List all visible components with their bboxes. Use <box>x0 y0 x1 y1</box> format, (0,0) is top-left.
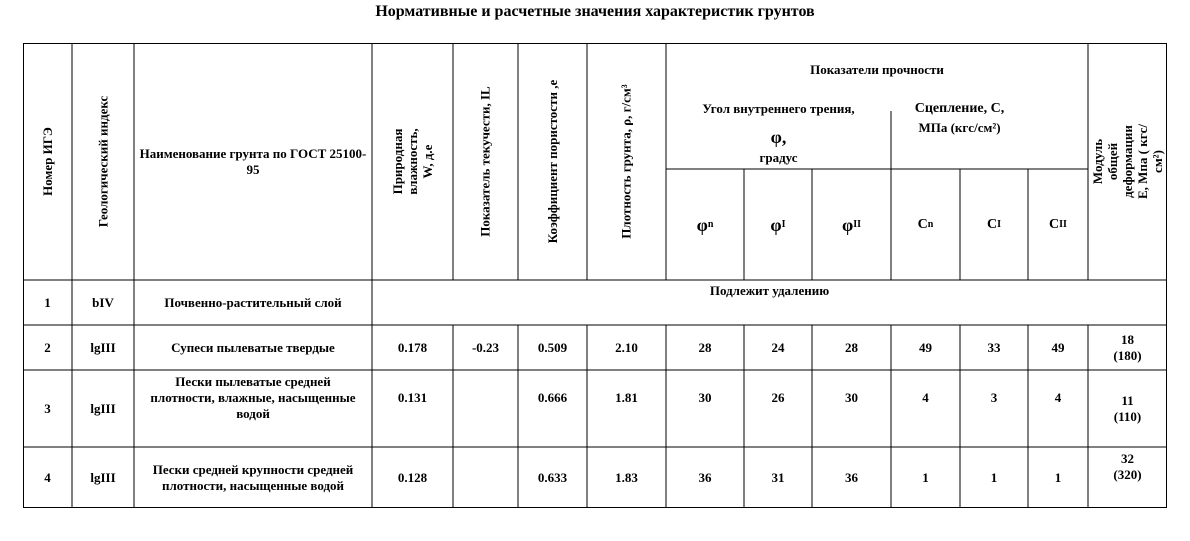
row2-geo: lgIII <box>90 339 116 355</box>
row3-e: 0.666 <box>537 390 568 405</box>
header-friction-unit: градус <box>759 150 798 165</box>
row4-phi-2: 36 <box>845 469 858 485</box>
header-porosity: Коэффициент пористости ,е <box>545 79 561 244</box>
row3-il <box>453 370 518 426</box>
row4-c-n: 1 <box>922 469 929 485</box>
header-cohesion-unit: МПа (кгс/см²) <box>918 120 1001 135</box>
row3-name: Пески пылеватые средней плотности, влажные, насыщенные водой <box>150 374 356 421</box>
header-ige: Номер ИГЭ <box>40 127 56 196</box>
header-c-n: C n <box>917 216 934 232</box>
row3-c-2: 4 <box>1054 390 1062 405</box>
row2-c-2: 49 <box>1051 339 1065 355</box>
page-title: Нормативные и расчетные значения характеристик грунтов <box>375 3 815 20</box>
row3-c-1: 3 <box>990 390 998 405</box>
header-liquidity: Показатель текучести, IL <box>478 86 493 237</box>
row1-name: Почвенно-растительный слой <box>164 294 342 310</box>
row4-c-2: 1 <box>1054 469 1062 485</box>
row2-phi-1: 24 <box>771 339 785 355</box>
row2-rho: 2.10 <box>615 339 638 355</box>
row3-phi-n: 30 <box>698 390 712 405</box>
header-modulus: Модуль общей деформации Е, Мпа ( кгс/см²) <box>1090 123 1165 200</box>
header-phi-n: φ n <box>696 214 714 235</box>
header-density: Плотность грунта, ρ, г/см³ <box>619 84 635 239</box>
row1-geo: bIV <box>92 294 114 310</box>
row3-rho: 1.81 <box>615 390 638 405</box>
header-geo-index: Геологический индекс <box>95 95 111 228</box>
row2-ige: 2 <box>44 339 51 355</box>
row3-w: 0.131 <box>397 390 428 405</box>
soil-properties-table <box>23 43 1167 508</box>
header-phi-2: φ II <box>841 214 862 235</box>
header-cohesion-label: Сцепление, С, <box>914 101 1005 116</box>
row4-w: 0.128 <box>397 469 428 485</box>
header-moisture: Природная влажность, W, д.е <box>390 128 435 195</box>
row4-geo: lgIII <box>90 469 116 485</box>
header-strength: Показатели прочности <box>810 62 944 77</box>
row2-il: -0.23 <box>471 339 500 355</box>
row3-phi-2: 30 <box>845 390 858 405</box>
row2-phi-n: 28 <box>698 339 712 355</box>
row4-rho: 1.83 <box>615 469 638 485</box>
row4-il <box>453 447 518 508</box>
row4-modulus: 32 (320) <box>1113 451 1142 482</box>
row2-phi-2: 28 <box>845 339 858 355</box>
row4-phi-1: 31 <box>771 469 785 485</box>
row3-ige: 3 <box>44 400 51 416</box>
row3-c-n: 4 <box>922 390 929 405</box>
header-phi-1: φ I <box>770 214 786 235</box>
row4-ige: 4 <box>44 469 51 485</box>
row1-ige: 1 <box>44 294 51 310</box>
row3-modulus: 11 (110) <box>1113 392 1142 424</box>
row3-phi-1: 26 <box>771 390 785 405</box>
row3-geo: lgIII <box>90 400 116 416</box>
row2-name: Супеси пылеватые твердые <box>171 339 335 355</box>
row2-c-n: 49 <box>919 339 932 355</box>
header-soil-name: Наименование грунта по ГОСТ 25100-95 <box>139 145 367 177</box>
row1-remove-note: Подлежит удалению <box>709 283 830 298</box>
row2-modulus: 18 (180) <box>1113 331 1142 363</box>
header-c-2: C II <box>1049 216 1067 232</box>
row4-name: Пески средней крупности средней плотности, насыщенные водой <box>152 461 354 493</box>
header-friction-label: Угол внутреннего трения, <box>702 101 855 116</box>
row4-e: 0.633 <box>537 469 568 485</box>
row4-phi-n: 36 <box>698 469 712 485</box>
row4-c-1: 1 <box>990 469 998 485</box>
row2-e: 0.509 <box>537 339 568 355</box>
row2-c-1: 33 <box>987 339 1001 355</box>
row2-w: 0.178 <box>397 339 428 355</box>
header-c-1: C I <box>986 216 1002 232</box>
header-friction-symbol: φ, <box>770 127 787 147</box>
